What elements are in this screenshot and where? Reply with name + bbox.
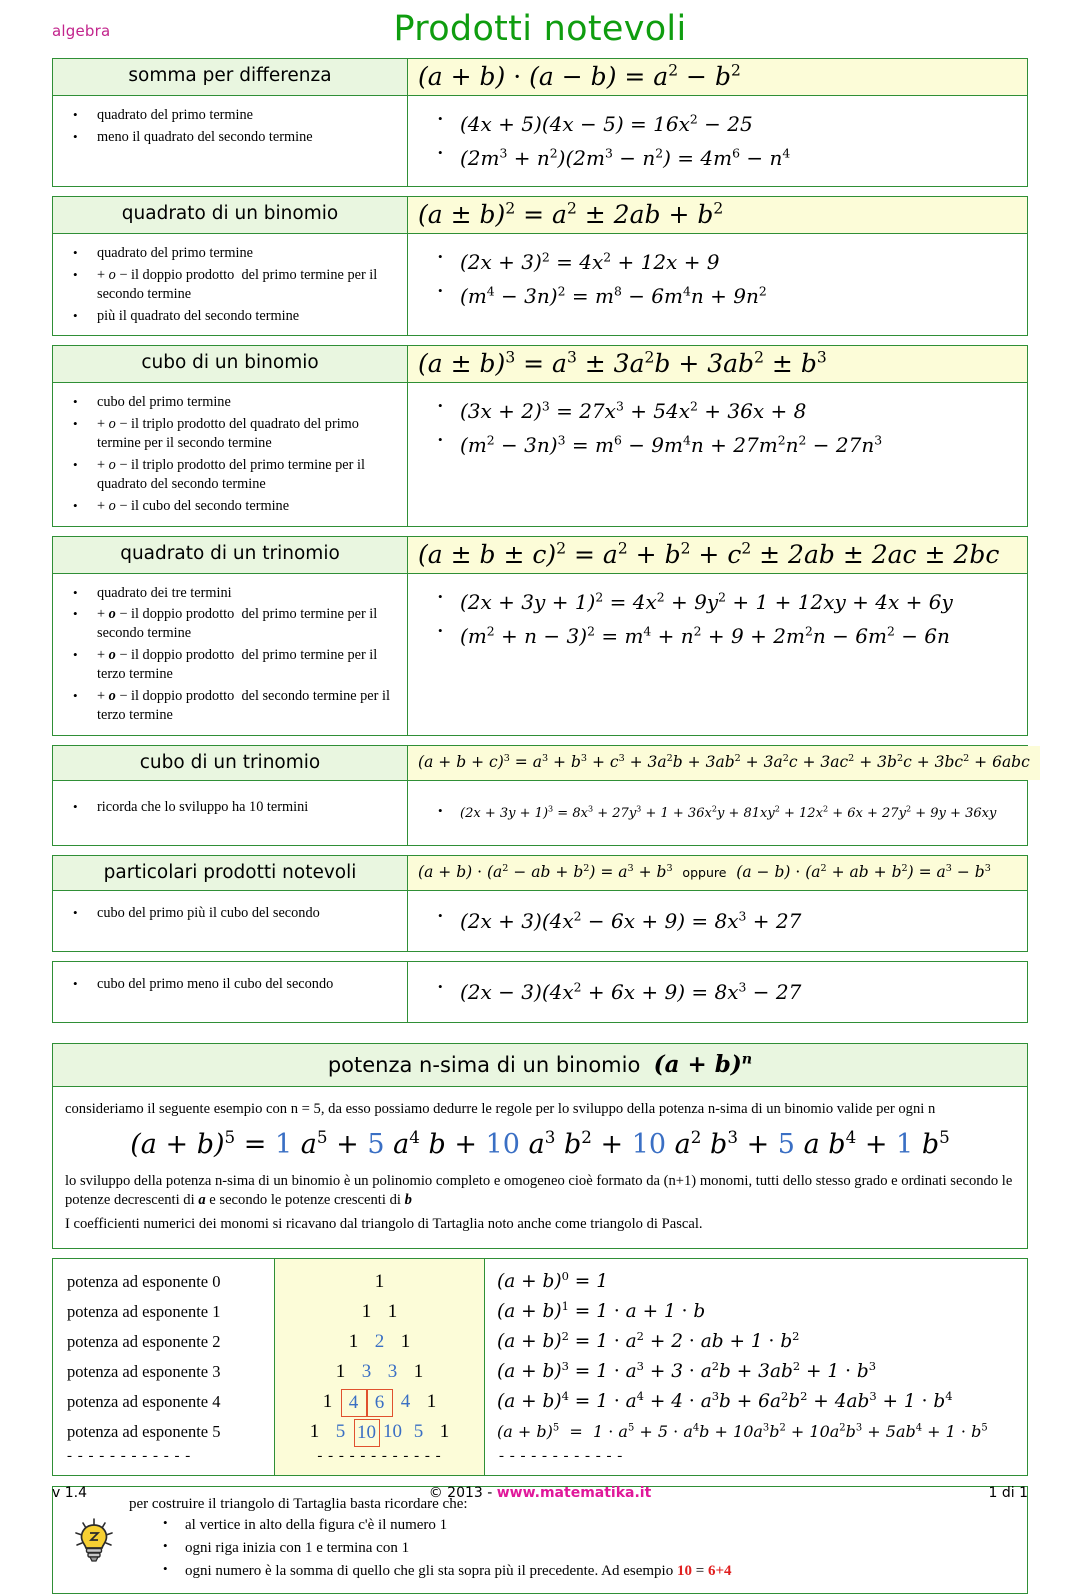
continuation-marker: - - - - - - - - - - - - [317, 1448, 442, 1465]
footer-version: v 1.4 [52, 1485, 87, 1501]
example-item: • $(2x + 3y + 1)^3 = 8x^3 + 27y^3 + 1 + 36x^2y + 81xy^2 + 12x^2 + 6x + 27y^2 + 9y + 36xy$ [438, 804, 1019, 822]
power-intro: consideriamo il seguente esempio con n = 5, da esso possiamo dedurre le regole per lo sviluppo della potenza n-sima di un binomio valide per ogni n [65, 1100, 936, 1117]
pascal-row-label: potenza ad esponente 5 [67, 1422, 221, 1442]
rules-cell [53, 96, 408, 186]
expansion-item: $(a + b)^0 = 1$ [497, 1269, 608, 1293]
rule-item: • meno il quadrato del secondo termine [87, 128, 399, 147]
rules-list [53, 574, 407, 735]
triangle-row: 1 5 10 10 5 1 [275, 1417, 484, 1447]
section-header-row [53, 346, 1027, 382]
examples-list [408, 234, 1027, 324]
subject-label: algebra [52, 22, 111, 40]
page-title: Prodotti notevoli [393, 9, 687, 49]
section-heading: cubo di un trinomio [53, 746, 408, 780]
rule-item: • + o − il doppio prodotto del primo termine per il secondo termine [87, 605, 399, 643]
section-heading: particolari prodotti notevoli [53, 856, 408, 890]
power-section-body [53, 1087, 1027, 1249]
rules-list [53, 781, 407, 834]
sum-result: 10 [676, 1562, 692, 1579]
rules-list [53, 891, 407, 936]
example-item: • $(3x + 2)^3 = 27x^3 + 54x^2 + 36x + 8$ [438, 399, 1019, 423]
page-footer [52, 1485, 1028, 1501]
footer-page-number: 1 di 1 [988, 1485, 1029, 1501]
footer-copyright [429, 1485, 652, 1501]
section-formula: $(a + b) \cdot (a^2$ − ab + $b^2) = a^3 + b^3$ oppure $(a - b) \cdot (a^2$ + ab + $b^2) = a^3 - b^3$ [408, 856, 1027, 890]
tip-box [52, 1486, 1028, 1593]
examples-cell [408, 891, 1027, 951]
pascal-row-label: potenza ad esponente 2 [67, 1332, 221, 1352]
pascal-labels-column [53, 1259, 275, 1475]
section-cubo-di-un-trinomio [52, 745, 1028, 846]
rule-item: • più il quadrato del secondo termine [87, 307, 399, 326]
examples-list [408, 383, 1027, 473]
section-formula: $(a \pm b)^2 = a^2 \pm 2ab + b^2$ [408, 197, 1027, 233]
section-heading: quadrato di un trinomio [53, 537, 408, 573]
section-heading: quadrato di un binomio [53, 197, 408, 233]
pascal-expansions-column [485, 1259, 1027, 1475]
rule-item: • + o − il doppio prodotto del secondo termine per il terzo termine [87, 687, 399, 725]
pascal-row-label: potenza ad esponente 3 [67, 1362, 221, 1382]
section-formula: $(a + b + c)^3 = a^3 + b^3 + c^3 + 3a^2b + 3ab^2 + 3a^2c + 3ac^2 + 3b^2c + 3bc^2 + 6abc$ [408, 746, 1040, 780]
rule-item: • quadrato dei tre termini [87, 584, 399, 603]
rule-item: • cubo del primo più il cubo del secondo [87, 904, 399, 923]
section-somma-per-differenza [52, 58, 1028, 187]
power-paragraph-2: I coefficienti numerici dei monomi si ricavano dal triangolo di Tartaglia noto anche come triangolo di Pascal. [65, 1215, 703, 1232]
tip-item: • ogni riga inizia con 1 e termina con 1 [185, 1538, 1017, 1560]
sum-addends: 6+4 [707, 1562, 732, 1579]
examples-cell [408, 234, 1027, 335]
section-body-row [53, 233, 1027, 335]
examples-list [408, 891, 1027, 951]
section-heading: somma per differenza [53, 59, 408, 95]
triangle-row: 1 4 6 4 1 [275, 1387, 484, 1417]
section-header-row [53, 197, 1027, 233]
power-heading-formula: $(a + b)^n$ [653, 1050, 753, 1078]
section-body-row [53, 95, 1027, 186]
example-item: • $(2x + 3y + 1)^2 = 4x^2 + 9y^2 + 1 + 12xy + 4x + 6y$ [438, 590, 1019, 614]
rule-item: • cubo del primo meno il cubo del secondo [87, 975, 399, 994]
rules-cell [53, 781, 408, 845]
rule-item: • + o − il triplo prodotto del primo termine per il quadrato del secondo termine [87, 456, 399, 494]
rule-item: • + o − il cubo del secondo termine [87, 497, 399, 516]
examples-cell [408, 383, 1027, 525]
continuation-marker: - - - - - - - - - - - - [499, 1448, 624, 1465]
power-equation: $(a + b)^5 = 1$ $a^5 + 5$ $a^4$ b + 10 $a^3$ $b^2 + 10$ $a^2$ $b^3 + 5$ a $b^4 + 1$ $b^5$ [130, 1126, 950, 1160]
section-particolari-extra [52, 961, 1028, 1023]
section-quadrato-di-un-trinomio [52, 536, 1028, 736]
section-formula: $(a \pm b \pm c)^2 = a^2 + b^2 + c^2 \pm 2ab \pm 2ac \pm 2bc$ [408, 537, 1027, 573]
examples-cell [408, 781, 1027, 845]
rule-item: • + o − il doppio prodotto del primo termine per il terzo termine [87, 646, 399, 684]
example-item: • $(2x + 3)(4x^2 - 6x + 9) = 8x^3 + 27$ [438, 909, 1019, 933]
tip-list [129, 1515, 1017, 1582]
section-body-row [53, 780, 1027, 845]
tip-content [125, 1495, 1017, 1583]
expansion-item: $(a + b)^5 = 1 \cdot a^5 + 5 \cdot a^4b + 10a^3b^2 + 10a^2b^3 + 5ab^4 + 1 \cdot b^5$ [497, 1422, 988, 1442]
rules-cell [53, 234, 408, 335]
tip-lead: per costruire il triangolo di Tartaglia basta ricordare che: [129, 1496, 468, 1513]
section-cubo-di-un-binomio [52, 345, 1028, 526]
expansion-item: $(a + b)^4 = 1 \cdot a^4 + 4 \cdot a^3b + 6a^2b^2 + 4ab^3 + 1 \cdot b^4$ [497, 1389, 953, 1413]
examples-cell [408, 96, 1027, 186]
examples-list [408, 962, 1027, 1022]
lightbulb-icon [63, 1495, 125, 1583]
triangle-row: 1 [374, 1271, 385, 1293]
section-header-row [53, 746, 1030, 780]
rules-list [53, 96, 407, 157]
section-formula: $(a \pm b)^3 = a^3 \pm 3a^2b + 3ab^2 \pm b^3$ [408, 346, 1027, 382]
section-body-row [53, 573, 1027, 735]
triangle-row: 1 1 [361, 1301, 398, 1323]
section-formula: $(a + b) \cdot (a - b) = a^2 - b^2$ [408, 59, 1027, 95]
pascal-triangle-table [52, 1258, 1028, 1476]
example-item: • $(2m^3 + n^2)(2m^3 - n^2) = 4m^6 - n^4$ [438, 146, 1019, 170]
rule-item: • + o − il doppio prodotto del primo termine per il secondo termine [87, 266, 399, 304]
rule-item: • quadrato del primo termine [87, 106, 399, 125]
section-header-row [53, 856, 1027, 890]
rules-cell [53, 891, 408, 951]
rules-list [53, 383, 407, 525]
triangle-row: 1 3 3 1 [335, 1361, 424, 1383]
rules-list [53, 962, 407, 1007]
section-body-row [53, 962, 1027, 1022]
section-body-row [53, 890, 1027, 951]
power-paragraph-1: lo sviluppo della potenza n-sima di un binomio è un polinomio completo e omogeneo cioè formato da (n+1) monomi, tutti dello stesso grado e ordinati secondo le potenze decrescenti di a e secondo le potenze crescenti di b [65, 1172, 1013, 1208]
pascal-row-label: potenza ad esponente 1 [67, 1302, 221, 1322]
section-particolari-prodotti-notevoli [52, 855, 1028, 952]
rules-cell [53, 574, 408, 735]
rules-cell [53, 962, 408, 1022]
example-item: • $(2x + 3)^2 = 4x^2 + 12x + 9$ [438, 250, 1019, 274]
examples-list [408, 781, 1027, 845]
pascal-row-label: potenza ad esponente 0 [67, 1272, 221, 1292]
rule-item: • ricorda che lo sviluppo ha 10 termini [87, 798, 399, 817]
formula-connector: oppure [682, 865, 727, 881]
website-link[interactable]: www.matematika.it [496, 1485, 652, 1501]
section-quadrato-di-un-binomio [52, 196, 1028, 336]
example-item: • $(m^2 + n - 3)^2 = m^4 + n^2 + 9 + 2m^2n - 6m^2 - 6n$ [438, 624, 1019, 648]
rule-item: • cubo del primo termine [87, 393, 399, 412]
sum-equals: = [691, 1562, 708, 1579]
tip-item: • ogni numero è la somma di quello che gli sta sopra più il precedente. Ad esempio 10 = 6+4 [185, 1561, 1017, 1583]
example-item: • $(2x - 3)(4x^2 + 6x + 9) = 8x^3 - 27$ [438, 980, 1019, 1004]
example-item: • $(4x + 5)(4x - 5) = 16x^2 - 25$ [438, 112, 1019, 136]
copyright-text: © 2013 - [428, 1485, 497, 1501]
power-section-heading [53, 1044, 1027, 1087]
section-potenza-n-sima [52, 1043, 1028, 1250]
expansion-item: $(a + b)^1 = 1 \cdot a + 1 \cdot b$ [497, 1299, 706, 1323]
tip-item: • al vertice in alto della figura c'è il numero 1 [185, 1515, 1017, 1537]
rules-cell [53, 383, 408, 525]
rules-list [53, 234, 407, 335]
section-heading: cubo di un binomio [53, 346, 408, 382]
rule-item: • + o − il triplo prodotto del quadrato del primo termine per il secondo termine [87, 415, 399, 453]
example-item: • $(m^2 - 3n)^3 = m^6 - 9m^4n + 27m^2n^2 - 27n^3$ [438, 433, 1019, 457]
section-header-row [53, 537, 1027, 573]
continuation-marker: - - - - - - - - - - - - [67, 1448, 192, 1465]
examples-cell [408, 962, 1027, 1022]
expansion-item: $(a + b)^3 = 1 \cdot a^3 + 3 \cdot a^2b + 3ab^2 + 1 \cdot b^3$ [497, 1359, 876, 1383]
expansion-item: $(a + b)^2 = 1 \cdot a^2 + 2$ · ab + $1 \cdot b^2$ [497, 1329, 800, 1353]
power-heading-text: potenza n-sima di un binomio [327, 1052, 641, 1077]
triangle-row: 1 2 1 [348, 1331, 411, 1353]
example-item: • $(m^4 - 3n)^2 = m^8 - 6m^4n + 9n^2$ [438, 284, 1019, 308]
page-header [52, 0, 1028, 58]
pascal-row-label: potenza ad esponente 4 [67, 1392, 221, 1412]
section-body-row [53, 382, 1027, 525]
section-header-row [53, 59, 1027, 95]
examples-cell [408, 574, 1027, 735]
pascal-triangle-column [275, 1259, 485, 1475]
examples-list [408, 96, 1027, 186]
rule-item: • quadrato del primo termine [87, 244, 399, 263]
examples-list [408, 574, 1027, 664]
